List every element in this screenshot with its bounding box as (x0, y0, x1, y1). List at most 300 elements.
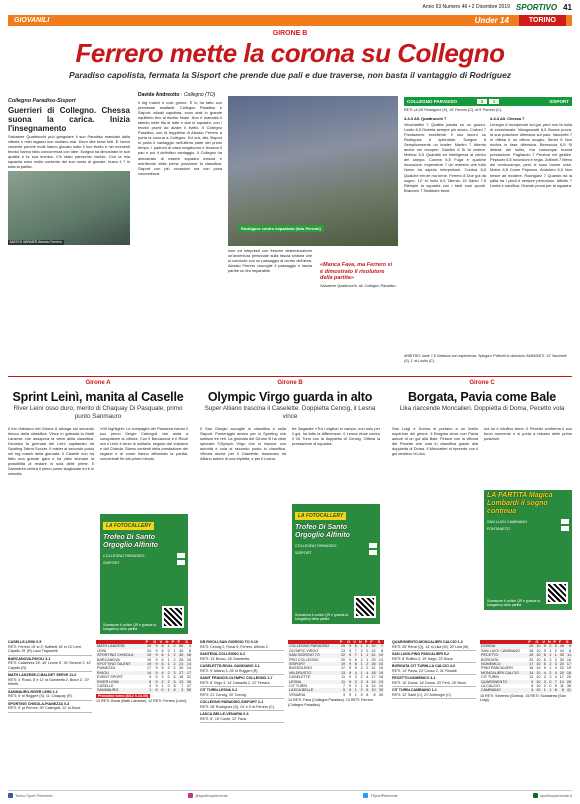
report-away-text: Lenegro 6 Incolpevole sui gol, però non fa nulla di eccezionale. Manguzzotti 6,5 Buona prova, la sua posizione difensiva sul palo. Vacchetti 7 In difesa è un ottimo scoglio. Sener 6 Non rischia in fase difensiva. Bernuccia 6,5 Si distrae del solito, ma comunque buona prestazione. Pagliarulo 7 Preziosi nel gestire. Pepsoex 6,5 Incursioni e regia. Zuffanti 7 Meno del centrocampo, però ci sono buone cose. Moine 6,5 Come Popescu. Andolero 6,5 Non riesce ad incidere. Rodriguez 7 Quando ha la palla tra i piedi è sempre pericoloso. Alfinito 7 Limita e sacrifica. Grande prova per la squadra. (490, 122, 572, 188)
table-cell: 18 (179, 675, 184, 680)
table-cell: 29 (529, 644, 534, 649)
girone-b-title: Olympic Virgo guarda in alto (207, 390, 373, 404)
table-cell: 2 (360, 657, 363, 662)
table-cell: 1 (364, 653, 370, 657)
sidebar-kicker: Collegno Paradiso-Sisport (8, 98, 76, 104)
page-footer (8, 790, 572, 800)
table-cell: 8 (373, 692, 376, 697)
table-cell: 0 (171, 644, 177, 648)
table-cell: 2 (358, 688, 364, 692)
table-cell: 10 (536, 675, 541, 680)
table-cell: 8 (568, 648, 571, 653)
girone-b-text2-p: tre Sagarate «Tra i migliori in campo, non solo per il gol, ha fatto la differenza». Il Lesna vince contro il Cit Turin con la doppietta di Cencig. Ottima la prestazione di squadra. (292, 426, 380, 447)
table-cell: 30 (377, 688, 384, 692)
standings-col-header: G (346, 640, 352, 644)
table-cell: 3 (352, 680, 358, 684)
table-cell: 9 (565, 644, 572, 648)
table-cell: 1 (549, 666, 552, 671)
result-match: SANTENA-COLLEGNO 0-2 (200, 652, 246, 656)
quote-text: «Manca Fava, ma Ferrero si è dimostrato il risolutore della partita» (320, 262, 393, 281)
table-cell: 0 (360, 692, 363, 697)
table-cell: 14 (184, 662, 192, 666)
table-cell: RIVOLI (96, 671, 144, 675)
table-cell: 9 (155, 657, 158, 662)
table-cell: 14 (529, 670, 534, 675)
table-cell: 7 (552, 680, 557, 684)
table-cell: 17 (529, 662, 534, 667)
girone-a-text2 (100, 426, 188, 510)
result-item (200, 652, 284, 663)
issue-info: Anno 63 Numero 46 • 2 Dicembre 2019 (422, 4, 510, 10)
main-body-col1 (138, 100, 222, 308)
result-scorers: RETI: 28' Renzi (Q), 14' st Lika (M), 20' Lika (M). (392, 644, 470, 649)
quote-author: Salvatore Quattrocchi, all. Collegno Paradiso (320, 283, 396, 288)
table-cell: 3 (161, 675, 164, 680)
table-cell: 18 (565, 671, 572, 675)
table-cell: 1 (358, 653, 364, 657)
table-cell: 20 (566, 675, 571, 680)
standings-a (96, 640, 192, 786)
result-match: COLLEGNO PARADISO-SISPORT 2-1 (200, 700, 264, 704)
table-cell: COLLEGNO PARADISO (288, 644, 339, 648)
table-cell: 14 (144, 671, 152, 675)
footer-instagram[interactable] (188, 793, 228, 798)
result-match: BARCANOVA-RIVOLI 3-1 (8, 656, 51, 661)
table-cell: LASCA BELLE (288, 688, 339, 692)
standings-col-header: P (144, 640, 152, 644)
result-scorers: RETI: 9' Alliano 3, 25' st Ruggeri (R). (200, 668, 259, 673)
result-scorers: RETI: Cencig 2, Rossi 5, Ferrero, Alfinito 2. (200, 644, 269, 649)
table-cell: 6 (531, 684, 534, 689)
table-cell: 5 (161, 666, 164, 671)
section-bar (8, 15, 572, 26)
table-cell: 7 (354, 648, 357, 653)
table-cell: 8 (558, 688, 565, 692)
byline-author: Davide Andreotto (138, 92, 180, 98)
sidebar-photo-caption: MATCH WINNER Alessio Ferrero (10, 240, 62, 245)
girone-c-text2 (484, 426, 572, 484)
table-cell: 2 (364, 662, 370, 666)
top-bar (0, 0, 580, 14)
table-cell: 16 (184, 653, 192, 657)
table-cell: CAMBIANO (480, 688, 527, 692)
promo-row-home (484, 518, 572, 525)
result-item (8, 640, 92, 656)
girone-a-sub: River Leinì osso duro, merito di Chaquay Di Pasquale, primo punto Sanmauro (13, 405, 183, 420)
section-left: GIOVANILI (14, 17, 50, 24)
table-cell: 4 (352, 671, 358, 675)
qr-code-icon[interactable] (354, 596, 376, 618)
pull-quote (320, 262, 396, 288)
table-cell: 9 (349, 648, 352, 653)
table-cell: 8 (352, 644, 358, 648)
standings-col-header: V (353, 640, 356, 644)
standings-col-header: G (152, 640, 158, 644)
table-cell: 1 (360, 684, 363, 689)
table-cell: 0 (159, 688, 165, 692)
standings-col-header: F (369, 640, 376, 644)
table-cell: 2 (358, 680, 364, 684)
table-cell: 41 (369, 653, 376, 657)
result-item (200, 676, 284, 687)
table-cell: 1 (144, 688, 152, 692)
table-cell: BORGATA (481, 657, 499, 662)
results-c (392, 640, 476, 786)
away-score: 1 (489, 99, 499, 104)
girone-c-text-p: San Luigi e Dorina si portano a un livello superiore del girone. Il Borgata vince con Pavia autore di un gol alla Bale. Finisce con la vittoria del Pecetto che vola in classifica grazie alla doppietta di Doma. Il Moncalieri si riprende con il gol decisivo di Lika. (392, 426, 478, 457)
report-away (490, 116, 572, 352)
sidebar-title: Guerrieri di Collegno. Chessa suona la carica. Inizia l'insegnamento (8, 106, 130, 133)
table-cell: 39 (559, 653, 564, 658)
table-cell: 9 (527, 680, 534, 684)
main-headline: Ferrero mette la corona su Collegno (75, 38, 505, 68)
footer-twitter[interactable] (363, 793, 397, 798)
table-cell: 5 (171, 680, 177, 684)
table-cell: 13 (177, 680, 185, 684)
table-cell: 56 (184, 688, 192, 692)
table-cell: 0 (552, 644, 557, 648)
table-cell: EVENT SPORT (97, 675, 123, 680)
result-item (200, 712, 284, 723)
promo-row-away-label: FONTANETO (487, 526, 511, 531)
fotogallery-promo-a[interactable] (100, 514, 188, 634)
table-cell: 10 (536, 688, 541, 693)
table-cell: 4 (364, 671, 370, 675)
table-cell: 4 (554, 675, 557, 680)
table-cell: 2 (543, 684, 546, 689)
table-cell: 6 (161, 657, 164, 662)
table-cell: 19 (377, 671, 384, 675)
table-cell: 7 (343, 684, 346, 689)
results-a (8, 640, 92, 786)
result-scorers: RETI: 9' pt Perroni, 30' Calengoli, 12' st Dona. (8, 706, 82, 710)
twitter-icon (363, 793, 368, 798)
table-cell: 5 (339, 688, 346, 692)
table-cell: MONCALIERI CALCIO (480, 671, 527, 675)
standings-table-a (96, 640, 192, 693)
table-cell: 9 (149, 675, 152, 680)
result-match: CIT TURIN-LESNA 0-2 (200, 688, 238, 692)
officials: ARBITRO: Iuele 7,5 Gestisce con esperienza. Spinga e Polinelli le decisioni. AMMONITI: 12' Vacchetti (S), 1' st Losito (C). (404, 354, 567, 363)
result-match: DB RIVOLI-SAN GIORGIO TO 0-10 (200, 640, 258, 644)
table-cell: 19 (566, 666, 571, 671)
promo-row-home-label: COLLEGNO PARADISO (295, 543, 337, 548)
result-item (8, 673, 92, 689)
promo-brand: LA FOTOCALLERY (295, 512, 346, 520)
table-cell: 7 (181, 684, 184, 689)
table-cell: 44 (559, 648, 564, 653)
result-item (200, 688, 284, 699)
table-cell: 0 (366, 648, 369, 653)
standings-table-c (480, 640, 572, 693)
table-cell: 25 (339, 644, 346, 648)
table-cell: 10 (536, 644, 541, 649)
result-match: SPORTING CHISOLA-PIANEZZA 0-3 (8, 701, 70, 706)
result-item (392, 664, 476, 675)
table-cell: 26 (184, 680, 192, 684)
table-cell: 3 (171, 671, 177, 675)
table-cell: 5 (354, 666, 357, 671)
home-team: COLLEGNO PARADISO (407, 99, 458, 104)
footer-website[interactable] (533, 793, 572, 798)
report-home-text: Vecchiattini 7 Qualità parata su un guizzo. Losito 6,5 Diventa sempre più sicuro. Curtoni 7 Prestazione eccellente, il suo lavoro su Rodriguez è splendido. Scrigna 8 Semplicemente un leader. Martini 7 Attento anche nei recuperi. Gandini 6 Si fa vedere. Molinar 6,5 Quantità ed intelligenza al centro del campo. Cornea 6,5 Fuga e qualche incursione. Imperatore 7 Un maestro che tutto l'anno ha saputo interpretare. Cordoa 6,5 Qualche errore ma bene. Ferrero 8 Due gol da sogno. 12' st Vullo 6,5 Talento. Di Santo 7,5 Riempie la squadra con i tanti suoi spunti. Bracconi 7 Sostituire bene. (404, 122, 486, 193)
standings-col-header: F (177, 640, 185, 644)
table-cell: 15 (378, 666, 383, 671)
main-body-1: Il big match è così girone. È lo ha fatto con premesse esaltanti. Collegno Paradiso e Sisport, attuali capolista, sono stati in grande equilibrio fino al fischio finale. Non è mancato il talento nelle fila di tutte e due le squadre, con i tecnici pronti ad alzare il livello. Il Collegno Paradiso, con la doppietta di Alessio Ferrero a porta la corona a Collegno. Ed ora, alla Sisport si porta il vantaggio nell'ultima parte del primo tempo. I padroni di casa reagiscono e trovano il pari e poi il definitivo vantaggio. Il Collegno ha dimostrato di essere squadra matura e meritevole della prima posizione in classifica. Sisport con più occasioni ma con poca concretezza. (138, 100, 222, 176)
table-cell: 9 (349, 684, 352, 689)
girone-a-text (8, 426, 94, 614)
byline: Davide Andreotto · Collegno (TO) (138, 92, 216, 98)
table-cell: SISPORT (288, 662, 339, 666)
result-item (392, 688, 476, 699)
table-cell: 28 (529, 648, 534, 653)
table-cell: 6 (543, 657, 546, 662)
main-kicker: GIRONE B (272, 30, 308, 37)
table-cell: 9 (349, 675, 352, 680)
qr-code-icon[interactable] (162, 606, 184, 628)
girone-c-title: Borgata, Pavia come Bale (407, 390, 557, 404)
table-cell: 19 (377, 680, 384, 684)
table-cell: 10 (369, 688, 376, 692)
table-cell: 9 (346, 653, 352, 657)
report-away-title: 4-3-3 All. Chessa 7 (490, 116, 525, 121)
table-cell: 0 (167, 648, 170, 653)
standings-col-header: P (527, 640, 534, 644)
result-item (8, 657, 92, 673)
girone-a-text2-p: «Gli highlight» Le compagini del Pianezza hanno il suo primo Sergio Calengoli che aiuta a conquistare la vittoria. Con il Barcanova e il Rivoli ora il Leinì è terzo in solitaria, seguito dal Volpiano e dal Chisola. Siamo contenti della prestazione dei ragazzi e di come hanno affrontato la partita, concentrati fin dal primo minuto. (100, 426, 188, 462)
table-cell: 9 (543, 648, 546, 653)
table-cell: 47 (186, 684, 191, 689)
table-cell: 9 (152, 653, 158, 657)
result-scorers: RETI: 14' Pavia, 24' Cosso 2, 31' Rinaldi. (392, 668, 458, 673)
table-cell: 25 (144, 644, 152, 648)
table-cell: 8 (380, 648, 383, 653)
top-scorers-a: 13 RETI: Bonzi (Math Lanzese). 12 RETI: Ferrero (Leinì). (96, 699, 188, 704)
table-cell: 2 (547, 644, 553, 648)
top-scorers-b: 14 RETI: Fava (Collegno Paradiso). 13 RETI: Ferrero (Collegno Paradiso). (288, 698, 373, 707)
result-match: CASELETTE-RIVAL GANDIANO 3-1 (200, 664, 260, 668)
results-b (200, 640, 284, 786)
table-cell: 14 (186, 666, 191, 671)
table-row (288, 693, 384, 697)
table-cell: 6 (173, 675, 176, 680)
fotogallery-promo-c[interactable] (484, 490, 572, 610)
standings-col-header: S (377, 640, 384, 644)
table-cell: 22 (559, 666, 564, 671)
table-cell: 49 (559, 644, 564, 649)
result-scorers: RETI: 10' Doma, 18' Doma, 20' Ferri, 25' Bruni. (392, 680, 467, 685)
table-cell: CIT TURIN (289, 684, 308, 689)
promo-row-home-label: SAN LUIGI CAMBIANO (487, 519, 528, 524)
table-cell: 1 (167, 657, 170, 662)
table-cell: VALDRUSTO (288, 671, 339, 675)
table-cell: 1 (165, 644, 171, 648)
standings-col-header: N (547, 640, 551, 644)
table-cell: 20 (340, 657, 346, 662)
table-cell: PECETTO (480, 653, 527, 657)
table-cell: 9 (152, 671, 158, 675)
table-cell: 4 (527, 688, 534, 692)
table-cell: 18 (369, 671, 376, 675)
table-cell: 1 (165, 662, 171, 666)
table-cell: BARCANOVA (97, 657, 120, 662)
table-cell: RIVER LEINI (96, 680, 144, 684)
footer-website-label: sportivopiemonte.it (540, 793, 572, 798)
table-cell: 8 (173, 684, 176, 689)
table-cell: 41 (565, 688, 572, 692)
girone-a-label: Girone A (85, 380, 111, 386)
table-cell: 10 (536, 679, 541, 684)
table-cell: 9 (155, 666, 158, 671)
standings-table-b (288, 640, 384, 697)
table-cell: 11 (565, 653, 572, 657)
table-cell: 20 (529, 657, 534, 662)
table-cell: 12 (371, 684, 376, 689)
table-cell: 4 (541, 671, 546, 675)
sidebar-text: Salvatore Quattrocchi può gongolare il suo Paradiso mandato dalla vittoria e miei ragazzi non mollano mai. Devo dire bravi tutti. È l'anno vincente perché molti hanno giocato sotto il loro livello e nei momenti tecnici hanno fatto concorrenza con idee. Scrigna ha dimostrato le sue qualità e la sua tecnica. C'è stato parecchio rischio. Con la mia squadra sono molto contento del suo modo di giocare, bravo il 7 in tutta la partita. (8, 134, 130, 170)
table-cell: 0 (167, 684, 170, 689)
table-cell: 25 (369, 662, 376, 666)
table-cell: 1 (358, 671, 364, 675)
table-cell: 9 (541, 644, 546, 648)
main-body-col2 (228, 248, 312, 308)
instagram-icon (188, 793, 193, 798)
table-cell: 7 (352, 653, 358, 657)
table-cell: 2 (167, 666, 170, 671)
result-scorers: RETI: Ferrero 15' st 2'; Baffanti 16' st 23' Leinì; Capello 19' (R) Lauri Trapanelli. (8, 644, 83, 653)
result-match: BORGATA CIT TURIN-LA CALCIO 4-0 (392, 664, 456, 668)
scorers: RETI: pt 28' Rodriguez (S), 19' Ferrero (C); st 5' Ferrero (C). (404, 108, 503, 112)
table-cell: 10 (377, 662, 384, 666)
footer-instagram-label: @sportivopiemonte (195, 793, 228, 798)
standings-col-header: G (534, 640, 541, 644)
promo-row-away-label: SISPORT (295, 550, 312, 555)
table-cell: PIANEZZA (97, 666, 116, 671)
table-cell: 10 (536, 670, 541, 675)
table-cell: 1 (354, 692, 357, 697)
promo-title: LA PARTITA Magica Lombardi il sogno continua (487, 492, 553, 515)
report-home (404, 116, 486, 352)
result-match: SAINT FRANCIS-OLYMPIC COLLEGNO 1-7 (200, 676, 273, 680)
table-cell: 9 (155, 648, 158, 653)
table-cell: 3 (543, 675, 546, 680)
table-cell: 0 (547, 680, 553, 684)
table-cell: 9 (152, 688, 158, 692)
table-cell: 30 (177, 653, 185, 657)
table-cell: 2 (171, 653, 177, 657)
table-cell: 30 (179, 666, 184, 671)
result-item (392, 652, 476, 663)
table-cell: 29 (371, 657, 376, 662)
result-match: QUARGNENTO-MONCALIERI CALCIO 1-2 (392, 640, 463, 644)
table-row (96, 688, 192, 692)
fotogallery-promo-b[interactable] (292, 504, 380, 624)
table-cell: 17 (559, 675, 564, 680)
main-photo-caption: Rodriguez contro Impastoto (foto Perroni) (238, 225, 324, 232)
table-cell: 3 (149, 684, 152, 689)
table-cell: 21 (371, 666, 376, 671)
girone-b-label: Girone B (277, 380, 303, 386)
table-cell: 24 (559, 662, 564, 667)
table-cell: 27 (177, 671, 185, 675)
result-scorers: RETI: 8', 15' Conte, 22' Fava. (200, 716, 247, 721)
table-cell: 17 (340, 666, 346, 671)
table-cell: 43 (371, 648, 376, 653)
table-cell: SPORTING CHISOLA (96, 653, 144, 657)
table-cell: 4 (554, 666, 557, 671)
facebook-icon (8, 793, 13, 798)
promo-row-away (292, 549, 380, 556)
table-cell: 2 (159, 680, 165, 684)
table-cell: 5 (543, 666, 546, 671)
table-cell: MATH LANZESE (96, 644, 144, 648)
table-cell: PRO COLLEGNO (289, 657, 319, 662)
table-cell: 10 (536, 684, 541, 689)
table-cell: 2 (354, 684, 357, 689)
result-item (200, 700, 284, 711)
table-cell: 0 (549, 684, 552, 689)
table-cell: 14 (559, 679, 564, 684)
girone-a-title: Sprint Leinì, manita al Caselle (12, 390, 184, 404)
table-cell: 2 (173, 666, 176, 671)
table-cell: 19 (144, 662, 152, 666)
standings-c (480, 640, 572, 786)
table-cell: SAN GIORGIO TO (288, 653, 339, 657)
main-subhead: Paradiso capolista, fermata la Sisport che prende due pali e due traverse, non basta il vantaggio di Rodriguez (68, 70, 512, 80)
table-cell: 17 (184, 671, 192, 675)
girone-b-text2 (292, 426, 380, 500)
table-cell: 9 (155, 675, 158, 680)
table-cell: 11 (339, 680, 346, 684)
table-cell: 10 (536, 666, 541, 671)
table-cell: NOMEMCO (480, 662, 527, 666)
table-cell: 1 (161, 684, 164, 689)
table-cell: 1 (549, 648, 552, 653)
table-cell: 1 (358, 662, 364, 666)
table-cell: 4 (552, 671, 557, 675)
table-cell: 20 (559, 670, 564, 675)
footer-left[interactable] (8, 793, 53, 798)
table-cell: 3 (541, 680, 546, 684)
table-cell: LA CALCIO (481, 684, 501, 689)
standings-col-header: N (165, 640, 171, 644)
table-cell: 2 (165, 680, 171, 684)
result-match: MATH LANZESE-C.BALDET SERVE 11-0 (8, 673, 77, 677)
table-cell: 30 (559, 657, 564, 662)
promo-row-home (100, 552, 188, 559)
table-cell: BUSSOLENO (289, 666, 312, 671)
section-category: Under 14 (474, 16, 509, 25)
table-cell: SAN LUIGI CAMBIANO (481, 648, 520, 653)
table-cell: 16 (529, 666, 534, 671)
table-cell: 3 (549, 675, 552, 680)
promo-row-home-label: COLLEGNO PARADISO (103, 553, 145, 558)
table-cell: CIT TURIN (481, 675, 500, 680)
byline-city: Collegno (TO) (183, 92, 216, 98)
result-match: PECETTO-NOMEMCO 4-1 (392, 676, 436, 680)
table-cell: 2 (547, 662, 553, 666)
promo-row-away-label: SISPORT (103, 560, 120, 565)
table-cell: 22 (339, 653, 346, 657)
qr-code-icon[interactable] (546, 582, 568, 604)
table-cell: 19 (147, 657, 152, 662)
result-scorers: RETI: 8' Virgo 3, 14' Cassetta 2, 22' Ferrara. (200, 680, 271, 685)
standings-col-header: S (184, 640, 192, 644)
table-cell: 24 (147, 648, 152, 653)
table-cell: 8 (144, 680, 152, 684)
table-cell: 45 (179, 648, 184, 653)
main-photo (228, 96, 398, 246)
